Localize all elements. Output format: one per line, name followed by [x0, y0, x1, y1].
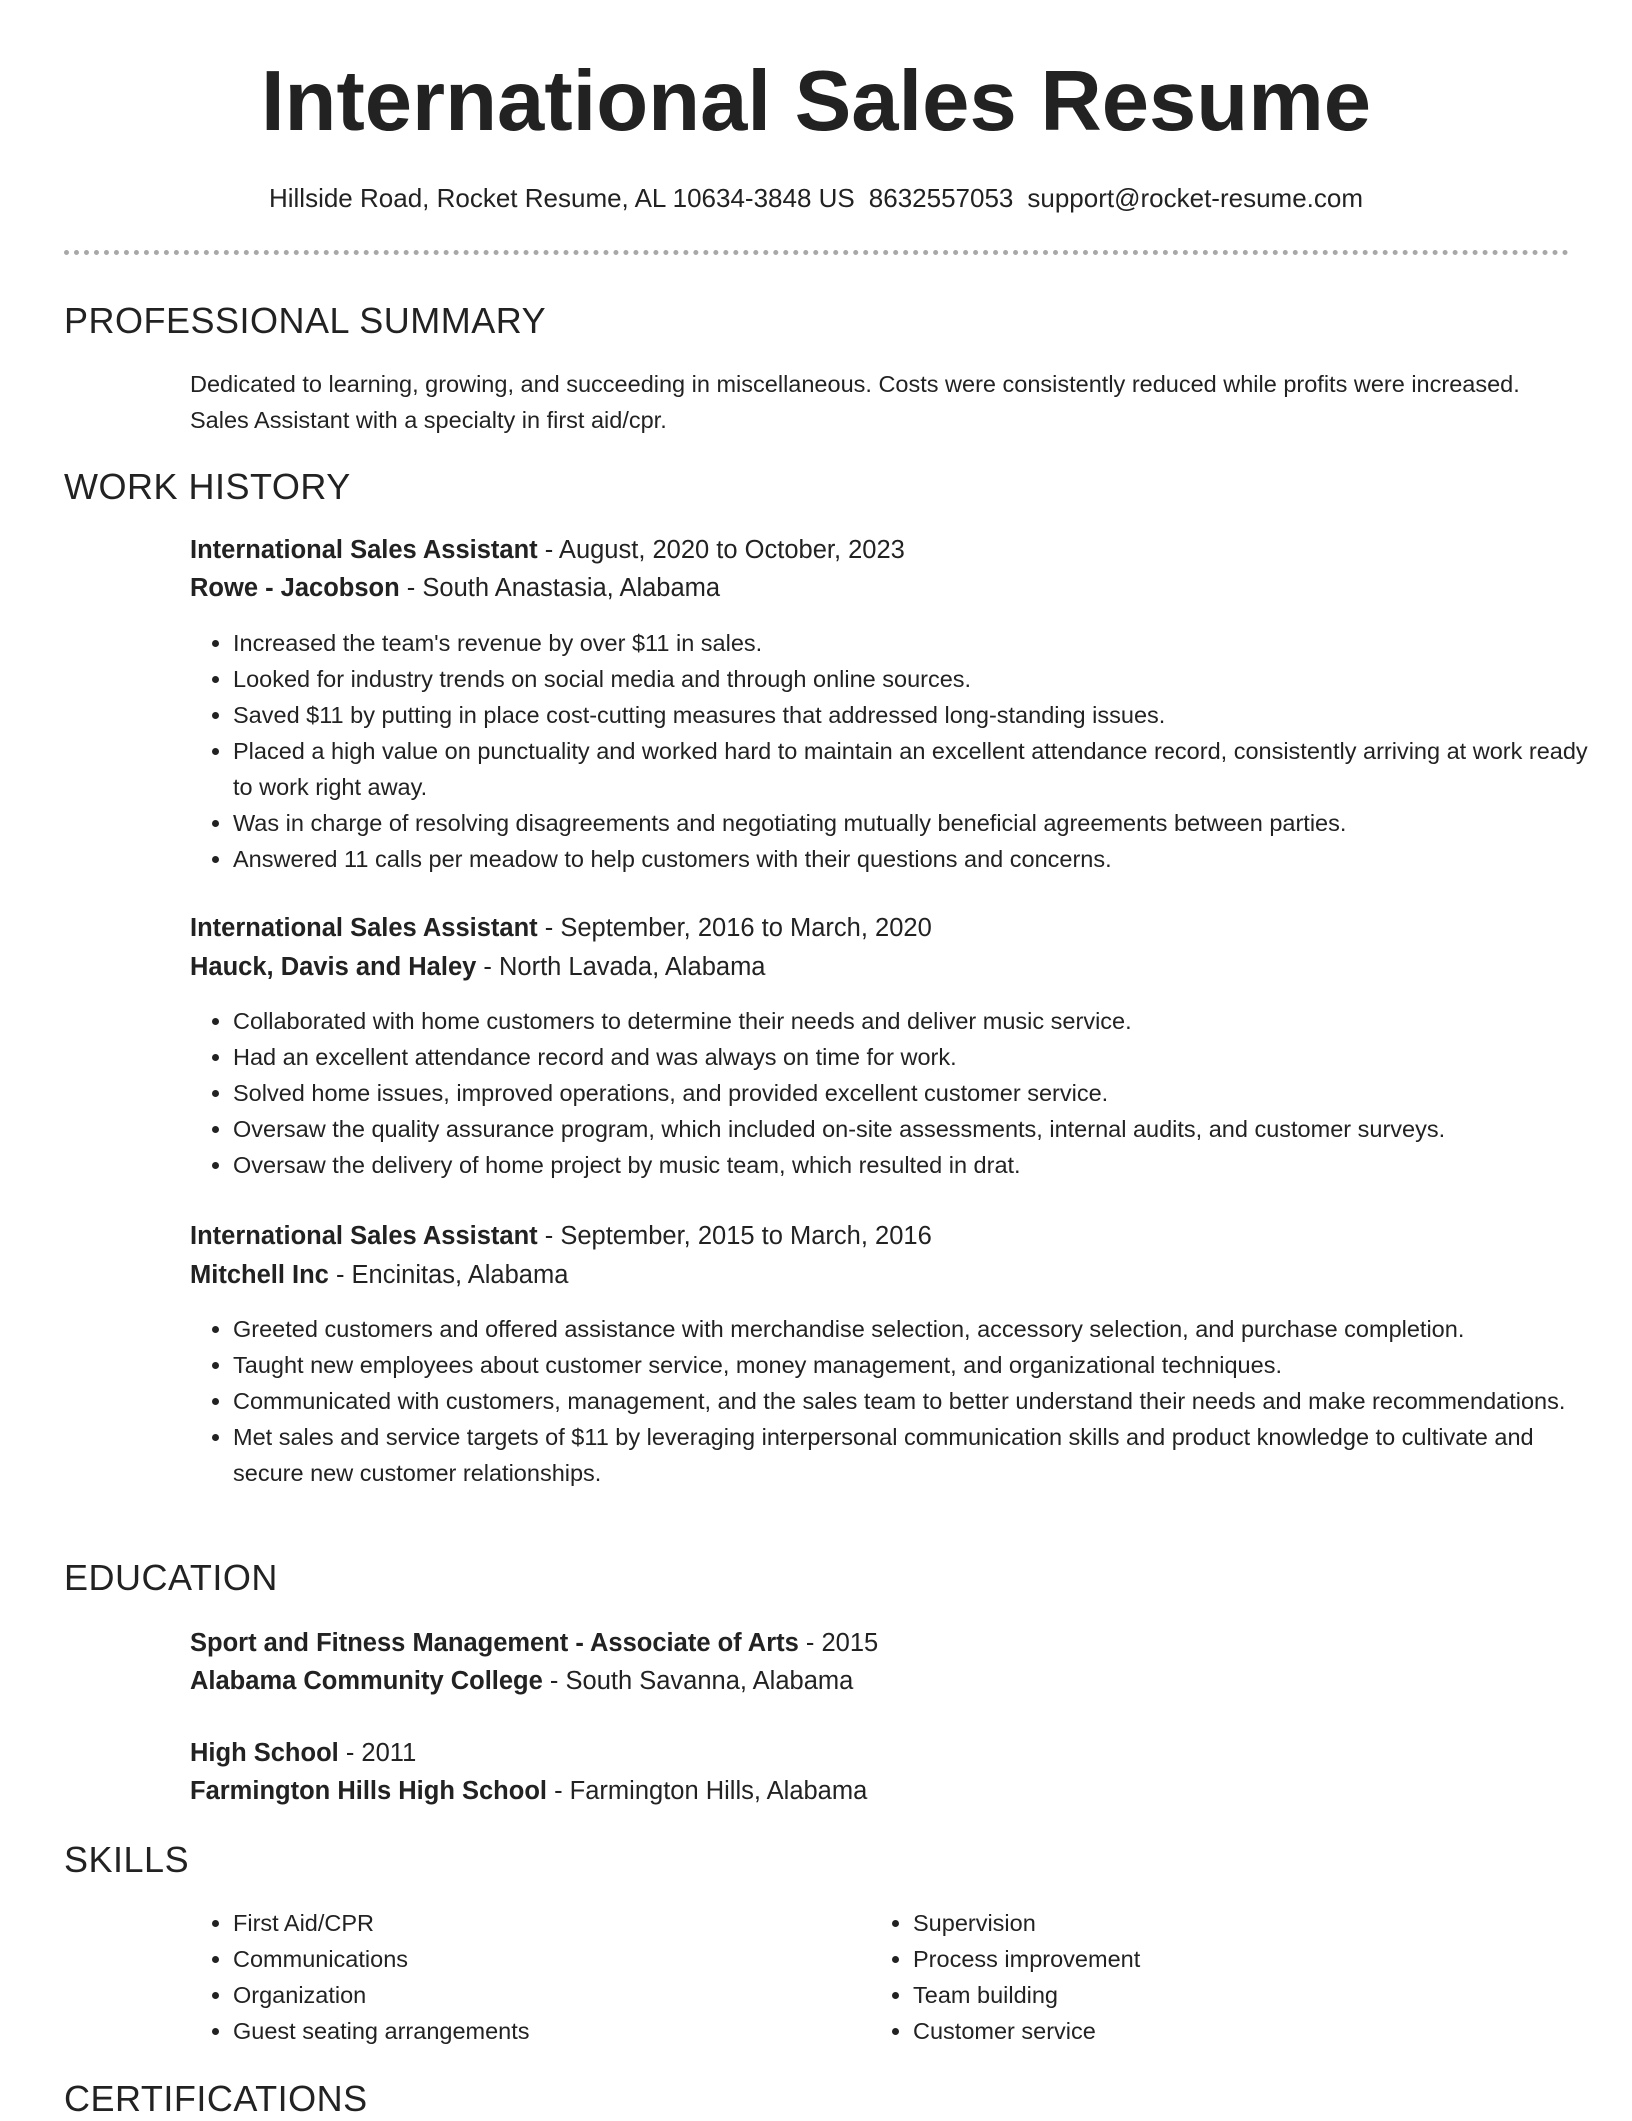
list-item: • Saved $11 by putting in place cost-cutting measures that addressed long-standing issues. [233, 697, 1593, 733]
list-item: • Greeted customers and offered assistance with merchandise selection, accessory selection, and purchase completion. [233, 1311, 1593, 1347]
certifications-heading: CERTIFICATIONS [64, 2078, 368, 2119]
skill-item: • Process improvement [913, 1941, 1513, 1977]
list-item: • Met sales and service targets of $11 by leveraging interpersonal communication skills and product knowledge to cultivate and secure new customer relationships. [233, 1419, 1593, 1491]
phone: 8632557053 [868, 183, 1014, 213]
skill-item: • Team building [913, 1977, 1513, 2013]
skill-item: • Supervision [913, 1905, 1513, 1941]
job-title: International Sales Assistant [190, 536, 538, 564]
address: Hillside Road, Rocket Resume, AL 10634-3848 US [268, 183, 855, 213]
job-title-line [190, 531, 1530, 569]
education-school-line [190, 1662, 1530, 1700]
education-degree-line [190, 1734, 1530, 1772]
education-degree: Sport and Fitness Management - Associate of Arts [190, 1629, 799, 1657]
list-item: • Had an excellent attendance record and was always on time for work. [233, 1039, 1593, 1075]
job-title: International Sales Assistant [190, 914, 538, 942]
list-item: • Solved home issues, improved operations, and provided excellent customer service. [233, 1075, 1593, 1111]
summary-text: Dedicated to learning, growing, and succeeding in miscellaneous. Costs were consistently reduced while profits were increased. Sales Assistant with a specialty in first aid/cpr. [190, 371, 1520, 433]
job-title-line [190, 1217, 1530, 1255]
skill-item: • Organization [233, 1977, 833, 2013]
job-bullets [190, 625, 1593, 877]
job-title: International Sales Assistant [190, 1222, 538, 1250]
education-school: Alabama Community College [190, 1667, 543, 1695]
skills-list-left [190, 1905, 833, 2049]
job-location: - Encinitas, Alabama [335, 1261, 569, 1289]
education-degree: High School [190, 1739, 339, 1767]
skills-heading: SKILLS [64, 1839, 190, 1880]
list-item: • Looked for industry trends on social media and through online sources. [233, 661, 1593, 697]
work-history-heading: WORK HISTORY [64, 466, 351, 507]
list-item: • Answered 11 calls per meadow to help customers with their questions and concerns. [233, 841, 1593, 877]
education-degree-line [190, 1624, 1530, 1662]
list-item: • Collaborated with home customers to determine their needs and deliver music service. [233, 1003, 1593, 1039]
job-location: - South Anastasia, Alabama [406, 574, 721, 602]
job-dates: - September, 2016 to March, 2020 [544, 914, 932, 942]
education-school: Farmington Hills High School [190, 1777, 547, 1805]
job-company-line [190, 569, 1530, 607]
job-company-line [190, 1256, 1530, 1294]
summary-heading: PROFESSIONAL SUMMARY [64, 300, 547, 341]
job-company: Hauck, Davis and Haley [190, 953, 477, 981]
list-item: • Communicated with customers, management, and the sales team to better understand their needs and make recommendations. [233, 1383, 1593, 1419]
job-company: Mitchell Inc [190, 1261, 329, 1289]
header-divider [64, 250, 1569, 255]
list-item: • Placed a high value on punctuality and worked hard to maintain an excellent attendance record, consistently arriving at work ready to work right away. [233, 733, 1593, 805]
list-item: • Oversaw the quality assurance program, which included on-site assessments, internal audits, and customer surveys. [233, 1111, 1593, 1147]
education-location: - Farmington Hills, Alabama [554, 1777, 868, 1805]
skills-list-right [870, 1905, 1513, 2049]
job-location: - North Lavada, Alabama [483, 953, 766, 981]
job-bullets [190, 1003, 1593, 1183]
job-dates: - September, 2015 to March, 2016 [544, 1222, 932, 1250]
education-school-line [190, 1772, 1530, 1810]
education-heading: EDUCATION [64, 1557, 278, 1598]
education-year: - 2015 [805, 1629, 879, 1657]
job-title-line [190, 909, 1530, 947]
job-bullets [190, 1311, 1593, 1491]
list-item: • Was in charge of resolving disagreements and negotiating mutually beneficial agreements between parties. [233, 805, 1593, 841]
list-item: • Taught new employees about customer service, money management, and organizational techniques. [233, 1347, 1593, 1383]
education-year: - 2011 [345, 1739, 417, 1767]
list-item: • Oversaw the delivery of home project by music team, which resulted in drat. [233, 1147, 1593, 1183]
resume-title: International Sales Resume [260, 54, 1372, 149]
email: support@rocket-resume.com [1027, 183, 1364, 213]
contact-line [0, 181, 1632, 215]
skill-item: • Guest seating arrangements [233, 2013, 833, 2049]
skill-item: • First Aid/CPR [233, 1905, 833, 1941]
job-company: Rowe - Jacobson [190, 574, 400, 602]
job-dates: - August, 2020 to October, 2023 [544, 536, 905, 564]
skill-item: • Customer service [913, 2013, 1513, 2049]
education-location: - South Savanna, Alabama [549, 1667, 854, 1695]
job-company-line [190, 948, 1530, 986]
skill-item: • Communications [233, 1941, 833, 1977]
list-item: • Increased the team's revenue by over $11 in sales. [233, 625, 1593, 661]
